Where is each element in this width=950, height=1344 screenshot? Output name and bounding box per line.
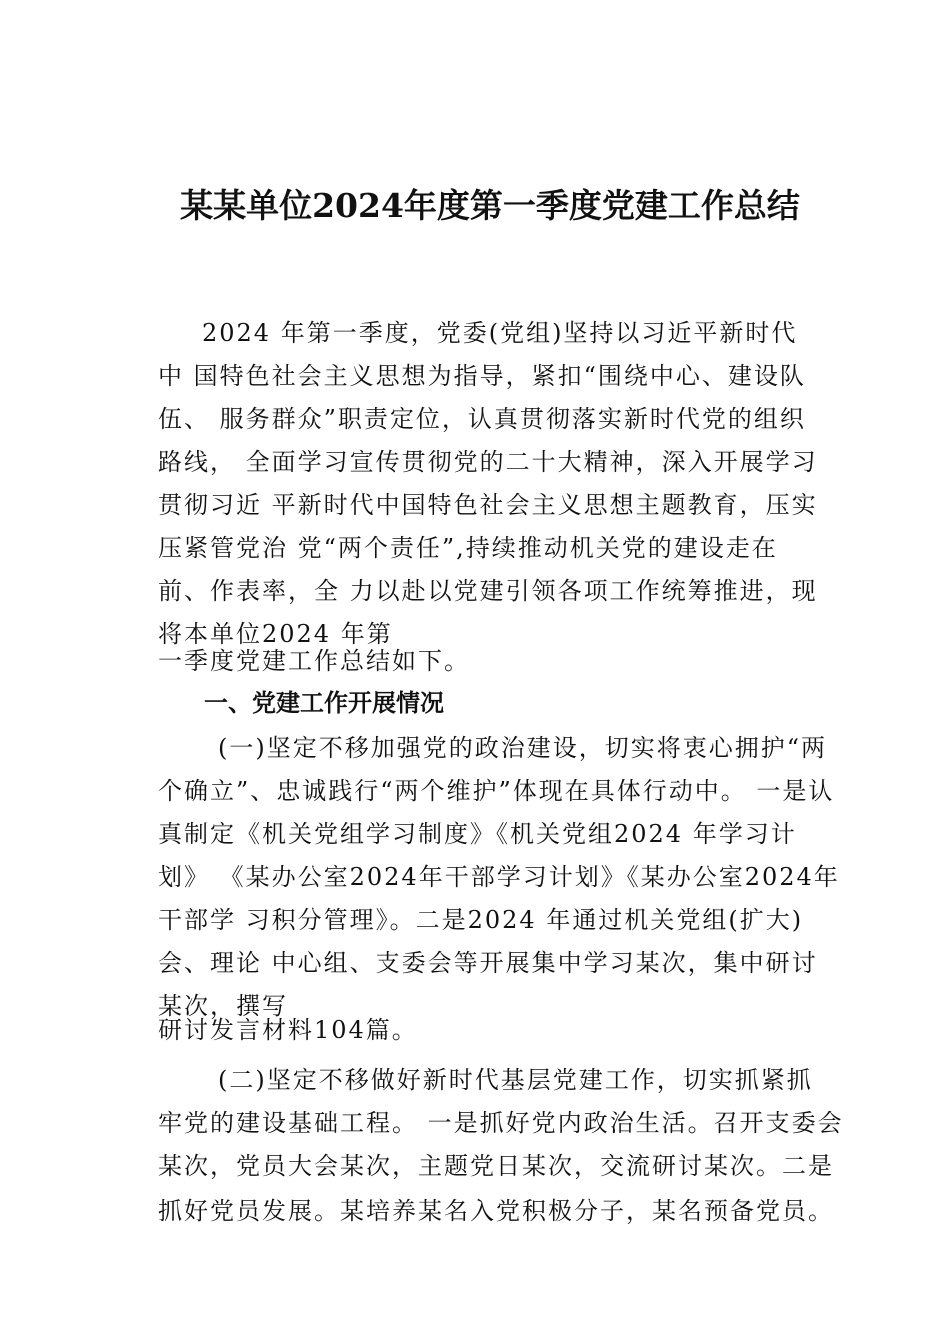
paragraph-line: 会、理论 中心组、支委会等开展集中学习某次，集中研讨 [158,949,818,977]
paragraph-line: 牢党的建设基础工程。 一是抓好党内政治生活。召开支委会 [158,1109,844,1137]
intro-line: 压紧管党治 党“两个责任”,持续推动机关党的建设走在 [158,534,778,562]
paragraph-line: 真制定《机关党组学习制度》《机关党组2024 年学习计 [158,820,797,848]
paragraph-line: 某次，撰写 [158,992,288,1020]
paragraph-line: (二)坚定不移做好新时代基层党建工作，切实抓紧抓 [218,1066,813,1094]
section-1-heading: 一、党建工作开展情况 [204,689,444,717]
intro-line: 2024 年第一季度，党委(党组)坚持以习近平新时代 [202,319,798,347]
intro-line: 前、作表率，全 力以赴以党建引领各项工作统筹推进，现 [158,577,818,605]
intro-line: 贯彻习近 平新时代中国特色社会主义思想主题教育，压实 [158,491,818,519]
paragraph-line: (一)坚定不移加强党的政治建设，切实将衷心拥护“两 [218,734,827,762]
paragraph-line: 干部学 习积分管理》。二是2024 年通过机关党组(扩大) [158,906,804,934]
paragraph-line: 某次，党员大会某次，主题党日某次，交流研讨某次。二是 [158,1152,834,1180]
paragraph-line: 划》 《某办公室2024年干部学习计划》《某办公室2024年 [158,863,840,891]
intro-line: 将本单位2024 年第 [158,620,393,648]
intro-tail-line: 一季度党建工作总结如下。 [158,647,470,675]
paragraph-tail-line: 研讨发言材料104篇。 [158,1016,418,1044]
intro-line: 中 国特色社会主义思想为指导，紧扣“围绕中心、建设队 [158,362,806,390]
document-title: 某某单位2024年度第一季度党建工作总结 [180,186,800,225]
paragraph-line: 抓好党员发展。某培养某名入党积极分子，某名预备党员。 [158,1197,834,1225]
intro-line: 伍、 服务群众”职责定位，认真贯彻落实新时代党的组织 [158,405,806,433]
paragraph-line: 个确立”、忠诚践行“两个维护”体现在具体行动中。 一是认 [158,777,835,805]
intro-line: 路线， 全面学习宣传贯彻党的二十大精神，深入开展学习 [158,448,818,476]
